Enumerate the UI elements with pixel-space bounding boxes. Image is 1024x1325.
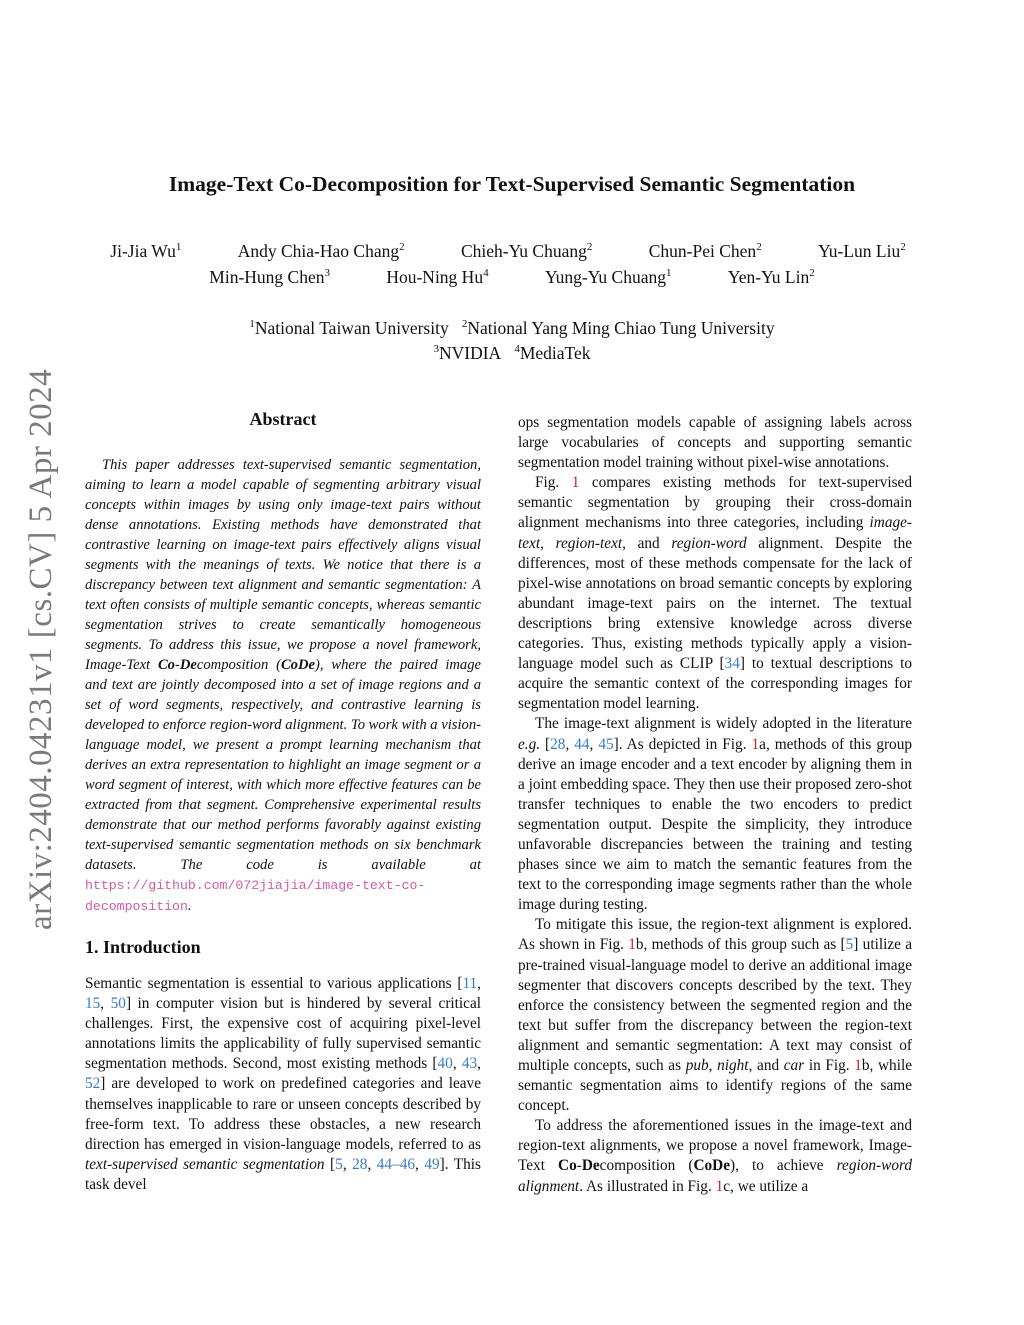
intro-paragraph-4: To mitigate this issue, the region-text alignment is explored. As shown in Fig. 1b, methods of this group such as [5] utilize a pre-trained visual-language model to derive an additional image segmenter that discovers concepts described by the text. They enforce the consistency between the segmented region and the text but suffer from the discrepancy between the region-text alignment and semantic segmentation: A text may consist of multiple concepts, such as pub, night, and car in Fig. 1b, while semantic segmentation aims to identify regions of the same concept. (518, 916, 912, 1115)
figure-link[interactable]: 1 (571, 474, 580, 492)
affiliations-row-1 (0, 318, 1024, 339)
citation-link[interactable]: 49 (424, 1155, 440, 1173)
author: Hou-Ning Hu$^4$ (386, 267, 489, 287)
arxiv-watermark (21, 362, 61, 930)
author-list-row-2 (0, 267, 1024, 288)
figure-link[interactable]: 1 (854, 1057, 862, 1074)
citation-link[interactable]: 5 (335, 1155, 343, 1173)
citation-link[interactable]: 28 (550, 735, 566, 753)
affiliations-row-2 (0, 343, 1024, 364)
intro-paragraph-5: To address the aforementioned issues in the image-text and region-text alignments, we propose a novel framework, Image-Text Co-Decomposition (CoDe), to achieve region-word alignment. As illustrated in Fig. 1c, we utilize a (518, 1117, 913, 1195)
citation-link[interactable]: 34 (724, 655, 740, 673)
affiliation: $^2$National Yang Ming Chiao Tung University (461, 318, 775, 338)
author: Andy Chia-Hao Chang$^2$ (237, 241, 405, 261)
intro-paragraph-2: Fig. 1 compares existing methods for text-supervised semantic segmentation by grouping their cross-domain alignment mechanisms into three categories, including image-text, region-text, and region-word alignment. Despite the differences, most of these methods compensate for the lack of pixel-wise annotations on broad semantic concepts by exploring abundant image-text pairs on the internet. The textual descriptions bring extensive knowledge across diverse categories. Thus, existing methods typically apply a vision-language model such as CLIP [34] to textual descriptions to acquire the semantic context of the corresponding images for segmentation model learning. (518, 474, 913, 713)
paper-title: Image-Text Co-Decomposition for Text-Supervised Semantic Segmentation (168, 172, 856, 196)
citation-link[interactable]: 40 (437, 1055, 453, 1073)
author: Yu-Lun Liu$^2$ (818, 241, 906, 261)
affiliation: $^1$National Taiwan University (249, 318, 449, 338)
author: Yung-Yu Chuang$^1$ (544, 267, 672, 287)
author: Chieh-Yu Chuang$^2$ (460, 241, 593, 261)
affiliation: $^3$NVIDIA (433, 343, 502, 363)
affiliation: $^4$MediaTek (514, 343, 591, 363)
abstract-heading: Abstract (249, 409, 317, 429)
section-heading-introduction: 1. Introduction (85, 937, 201, 957)
author-list-row-1 (0, 241, 1020, 262)
citation-link[interactable]: 50 (110, 995, 126, 1013)
figure-link[interactable]: 1 (715, 1177, 724, 1195)
intro-paragraph-1: Semantic segmentation is essential to various applications [11, 15, 50] in computer vision but is hindered by several critical challenges. First, the expensive cost of acquiring pixel-level annotations limits the applicability of fully supervised semantic segmentation methods. Second, most existing methods [40, 43, 52] are developed to work on predefined categories and leave themselves inapplicable to rare or unseen concepts described by free-form text. To address these obstacles, a new research direction has emerged in vision-language models, referred to as text-supervised semantic segmentation [5, 28, 44–46, 49]. This task devel (85, 975, 481, 1193)
arxiv-id: arXiv:2404.04231v1 [cs.CV] 5 Apr 2024 (23, 368, 59, 930)
citation-link[interactable]: 46 (399, 1155, 416, 1173)
citation-link[interactable]: 45 (598, 735, 614, 753)
intro-paragraph-3: The image-text alignment is widely adopted in the literature e.g. [28, 44, 45]. As depicted in Fig. 1a, methods of this group derive an image encoder and a text encoder by aligning them in a joint embedding space. They then use their proposed zero-shot transfer techniques to enable the two encoders to predict segmentation output. Despite the simplicity, they introduce unfavorable discrepancies between the training and testing phases since we aim to match the semantic features from the text to the corresponding image segments rather than the whole image during testing. (518, 715, 913, 914)
author: Ji-Jia Wu$^1$ (110, 241, 182, 261)
citation-link[interactable]: 44 (376, 1155, 393, 1173)
citation-link[interactable]: 28 (352, 1155, 368, 1173)
abstract-body: This paper addresses text-supervised semantic segmentation, aiming to learn a model capable of segmenting arbitrary visual concepts within images by using only image-text pairs without dense annotations. Existing methods have demonstrated that contrastive learning on image-text pairs effectively aligns visual segments with the meanings of texts. We notice that there is a discrepancy between text alignment and semantic segmentation: A text often consists of multiple semantic concepts, whereas semantic segmentation strives to create semantically homogeneous segments. To address this issue, we propose a novel framework, Image-Text Co-Decomposition (CoDe), where the paired image and text are jointly decomposed into a set of image regions and a set of word segments, respectively, and contrastive learning is developed to enforce region-word alignment. To work with a vision-language model, we present a prompt learning mechanism that derives an extra representation to highlight an image segment or a word segment of interest, with which more effective features can be extracted from that segment. Comprehensive experimental results demonstrate that our method performs favorably against existing text-supervised semantic segmentation methods on six benchmark datasets. The code is available at https://github.com/072jiajia/image-text-co-decomposition. (85, 457, 482, 914)
citation-link[interactable]: 5 (845, 936, 854, 954)
intro-paragraph-continued: ops segmentation models capable of assigning labels across large vocabularies of concepts and supporting semantic segmentation model training without pixel-wise annotations. (518, 414, 912, 472)
citation-link[interactable]: 11 (462, 975, 478, 992)
author: Min-Hung Chen$^3$ (209, 267, 330, 287)
author: Chun-Pei Chen$^2$ (648, 241, 762, 261)
citation-link[interactable]: 43 (461, 1055, 478, 1073)
figure-link[interactable]: 1 (628, 936, 636, 954)
citation-link[interactable]: 52 (85, 1075, 101, 1093)
citation-link[interactable]: 44 (574, 735, 590, 753)
right-column (518, 413, 912, 1197)
citation-link[interactable]: 15 (85, 995, 101, 1013)
code-link[interactable]: https://github.com/072jiajia/image-text-co-decomposition (85, 878, 426, 914)
figure-link[interactable]: 1 (751, 735, 760, 753)
author: Yen-Yu Lin$^2$ (727, 267, 815, 287)
